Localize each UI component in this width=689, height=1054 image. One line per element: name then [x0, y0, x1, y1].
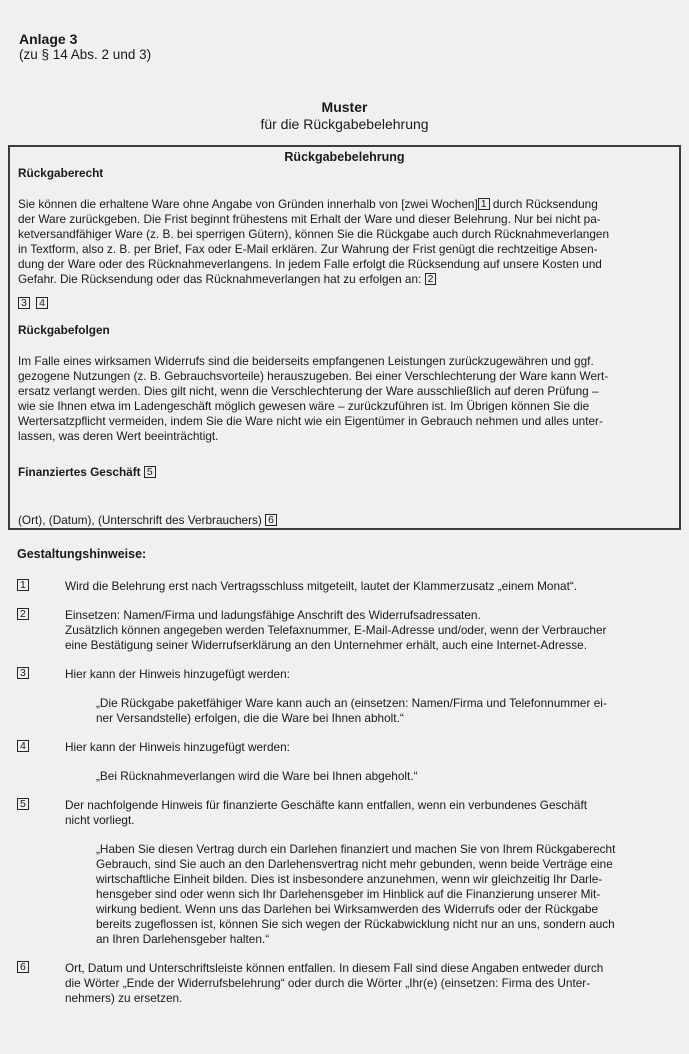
- section-heading-finanziertes-geschaeft: Finanziertes Geschäft 5: [18, 465, 671, 480]
- annex-reference: (zu § 14 Abs. 2 und 3): [19, 47, 152, 62]
- paragraph-rueckgabefolgen: Im Falle eines wirksamen Widerrufs sind die beiderseits empfangenen Leistungen zurückzugewähren und ggf. gezogene Nutzungen (z. B. Gebrauchsvorteile) herauszugeben. Bei einer Verschlechterung der Ware kann Wert- ersatz verlangt werden. Dies gilt nicht, wenn die Verschlechterung der Ware ausschließlich auf deren Prüfung – wie sie Ihnen etwa im Ladengeschäft möglich gewesen wäre – zurückzuführen ist. Im Übrigen können Sie die Wertersatzpflicht vermeiden, indem Sie die Ware nicht wie ein Eigentümer in Gebrauch nehmen und alles unter- lassen, was deren Wert beeinträchtigt.: [18, 354, 609, 443]
- footnote-marker: 3: [17, 667, 29, 679]
- notice-box-title: Rückgabebelehrung: [284, 150, 405, 164]
- hint-text: Hier kann der Hinweis hinzugefügt werden:: [65, 740, 290, 754]
- footnote-marker: 5: [144, 466, 156, 478]
- hint-quote: „Haben Sie diesen Vertrag durch ein Darlehen finanziert und machen Sie von Ihrem Rückgaberecht Gebrauch, sind Sie auch an den Darlehensvertrag nicht mehr gebunden, wenn beide Verträge eine wirtschaftliche Einheit bilden. Dies ist insbesondere anzunehmen, wenn wir gleichzeitig Ihr Darle- hensgeber sind oder wenn sich Ihr Darlehensgeber im Hinblick auf die Finanzierung unserer Mit- wirkung bedient. Wenn uns das Darlehen bei Wirksamwerden des Widerrufs oder der Rückgabe bereits zugeflossen ist, können Sie sich wegen der Rückabwicklung nicht nur an uns, sondern auch an Ihren Darlehensgeber halten.“: [96, 842, 616, 946]
- notice-box: [8, 145, 681, 530]
- hint-body: [65, 579, 677, 594]
- hint-item: [0, 667, 689, 726]
- footnote-marker: 6: [17, 961, 29, 973]
- hint-quote: „Die Rückgabe paketfähiger Ware kann auch an (einsetzen: Namen/Firma und Telefonnummer ei- ner Versandstelle) erfolgen, die die Ware bei Ihnen abholt.“: [96, 696, 607, 725]
- hint-body: [65, 961, 677, 1006]
- hint-quote: „Bei Rücknahmeverlangen wird die Ware bei Ihnen abgeholt.“: [96, 769, 418, 783]
- hint-body: [65, 740, 677, 784]
- footnote-marker: 5: [17, 798, 29, 810]
- hint-item: [0, 608, 689, 653]
- document-titles: [0, 99, 689, 133]
- footnote-marker: 2: [17, 608, 29, 620]
- footnote-marker: 6: [265, 514, 277, 526]
- footnote-marker: 3: [18, 297, 30, 309]
- footnote-marker: 4: [17, 740, 29, 752]
- paragraph-rueckgaberecht: Sie können die erhaltene Ware ohne Angabe von Gründen innerhalb von [zwei Wochen] 1 durch Rücksendung der Ware zurückgeben. Die Frist beginnt frühestens mit Erhalt der Ware und dieser Belehrung. Nur bei nicht pa- ketversandfähiger Ware (z. B. bei sperrigen Gütern), können Sie die Rückgabe auch durch Rücknahmeverlangen in Textform, also z. B. per Brief, Fax oder E-Mail erklären. Zur Wahrung der Frist genügt die rechtzeitige Absen- dung der Ware oder des Rücknahmeverlangens. In jedem Falle erfolgt die Rücksendung auf unsere Kosten und Gefahr. Die Rücksendung oder das Rücknahmeverlangen hat zu erfolgen an: 2: [18, 197, 610, 286]
- footnote-markers-row: [18, 296, 671, 311]
- hint-text: Einsetzen: Namen/Firma und ladungsfähige Anschrift des Widerrufsadressaten. Zusätzlich können angegeben werden Telefaxnummer, E-Mail-Adresse und/oder, wenn der Verbraucher eine Bestätigung seiner Widerrufserklärung an den Unternehmer erhält, auch eine Internet-Adresse.: [65, 608, 607, 652]
- annex-block: [0, 0, 689, 63]
- footnote-marker: 1: [478, 198, 490, 210]
- hint-item: [0, 740, 689, 784]
- hints-list: [0, 579, 689, 1006]
- hint-body: [65, 798, 677, 947]
- annex-label: Anlage 3: [19, 31, 78, 47]
- hint-text: Hier kann der Hinweis hinzugefügt werden:: [65, 667, 290, 681]
- hint-text: Wird die Belehrung erst nach Vertragsschluss mitgeteilt, lautet der Klammerzusatz „einem Monat“.: [65, 579, 578, 593]
- document-subtitle: für die Rückgabebelehrung: [260, 116, 429, 132]
- section-heading-rueckgabefolgen: Rückgabefolgen: [18, 323, 110, 337]
- signature-line: (Ort), (Datum), (Unterschrift des Verbrauchers) 6: [18, 512, 671, 528]
- hint-item: [0, 961, 689, 1006]
- hint-text: Ort, Datum und Unterschriftsleiste können entfallen. In diesem Fall sind diese Angaben entweder durch die Wörter „Ende der Widerrufsbelehrung“ oder durch die Wörter „Ihr(e) (einsetzen: Firma des Unter- nehmers) zu ersetzen.: [65, 961, 604, 1005]
- hint-item: [0, 579, 689, 594]
- footnote-marker: 4: [36, 297, 48, 309]
- footnote-marker: 1: [17, 579, 29, 591]
- hint-body: [65, 667, 677, 726]
- hints-heading: Gestaltungshinweise:: [17, 547, 147, 561]
- document-title: Muster: [321, 99, 368, 115]
- hint-item: [0, 798, 689, 947]
- footnote-marker: 2: [425, 273, 437, 285]
- hint-body: [65, 608, 677, 653]
- hint-text: Der nachfolgende Hinweis für finanzierte Geschäfte kann entfallen, wenn ein verbundenes Geschäft nicht vorliegt.: [65, 798, 588, 827]
- section-heading-rueckgaberecht: Rückgaberecht: [18, 166, 104, 180]
